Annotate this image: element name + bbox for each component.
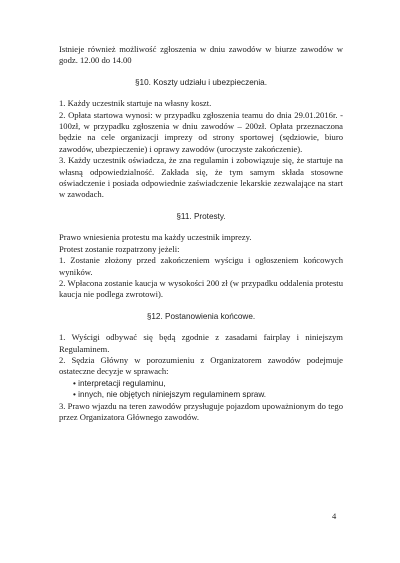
section-12-item-2: 2. Sędzia Główny w porozumieniu z Organizatorem zawodów podejmuje ostateczne decyzje w sprawach: bbox=[59, 354, 343, 377]
section-10-item-1: 1. Każdy uczestnik startuje na własny koszt. bbox=[59, 98, 212, 109]
section-11-intro: Prawo wniesienia protestu ma każdy uczestnik imprezy. bbox=[59, 232, 252, 243]
section-11-heading: §11. Protesty. bbox=[176, 211, 226, 221]
page-number: 4 bbox=[332, 511, 337, 521]
page-content bbox=[59, 44, 343, 423]
section-10-item-2: 2. Opłata startowa wynosi: w przypadku zgłoszenia teamu do dnia 29.01.2016r. - 100zł, w przypadku zgłoszenia w dniu zawodów – 200zł. Opłata przeznaczona będzie na cele organizacji imprezy od strony sportowej (sędziowie, biuro zawodów, ubezpieczenie) i oprawy zawodów (uroczyste zakończenie). bbox=[59, 109, 343, 154]
section-11-item-1: 1. Zostanie złożony przed zakończeniem wyścigu i ogłoszeniem końcowych wyników. bbox=[59, 255, 343, 277]
section-12-heading: §12. Postanowienia końcowe. bbox=[146, 311, 256, 321]
section-11-item-2: 2. Wpłacona zostanie kaucja w wysokości 200 zł (w przypadku oddalenia protestu kaucja nie podlega zwrotowi). bbox=[59, 277, 343, 300]
section-12-bullet-1: • interpretacji regulaminu, bbox=[73, 378, 166, 388]
section-10-item-3: 3. Każdy uczestnik oświadcza, że zna regulamin i zobowiązuje się, że startuje na własną odpowiedzialność. Zakłada się, że tym samym składa stosowne oświadczenie i posiada odpowiednie zaświadczenie lekarskie zezwalające na start w zawodach. bbox=[59, 155, 343, 200]
section-12-item-3: 3. Prawo wjazdu na teren zawodów przysługuje pojazdom upoważnionym do tego przez Organizatora Głównego zawodów. bbox=[59, 400, 343, 422]
intro-paragraph: Istnieje również możliwość zgłoszenia w dniu zawodów w biurze zawodów w godz. 12.00 do 14.00 bbox=[59, 44, 343, 66]
section-12-bullet-2: • innych, nie objętych niniejszym regulaminem spraw. bbox=[73, 390, 267, 400]
section-10-heading: §10. Koszty udziału i ubezpieczenia. bbox=[135, 77, 267, 87]
section-12-item-1: 1. Wyścigi odbywać się będą zgodnie z zasadami fairplay i niniejszym Regulaminem. bbox=[59, 332, 343, 354]
section-11-subintro: Protest zostanie rozpatrzony jeżeli: bbox=[59, 243, 180, 254]
